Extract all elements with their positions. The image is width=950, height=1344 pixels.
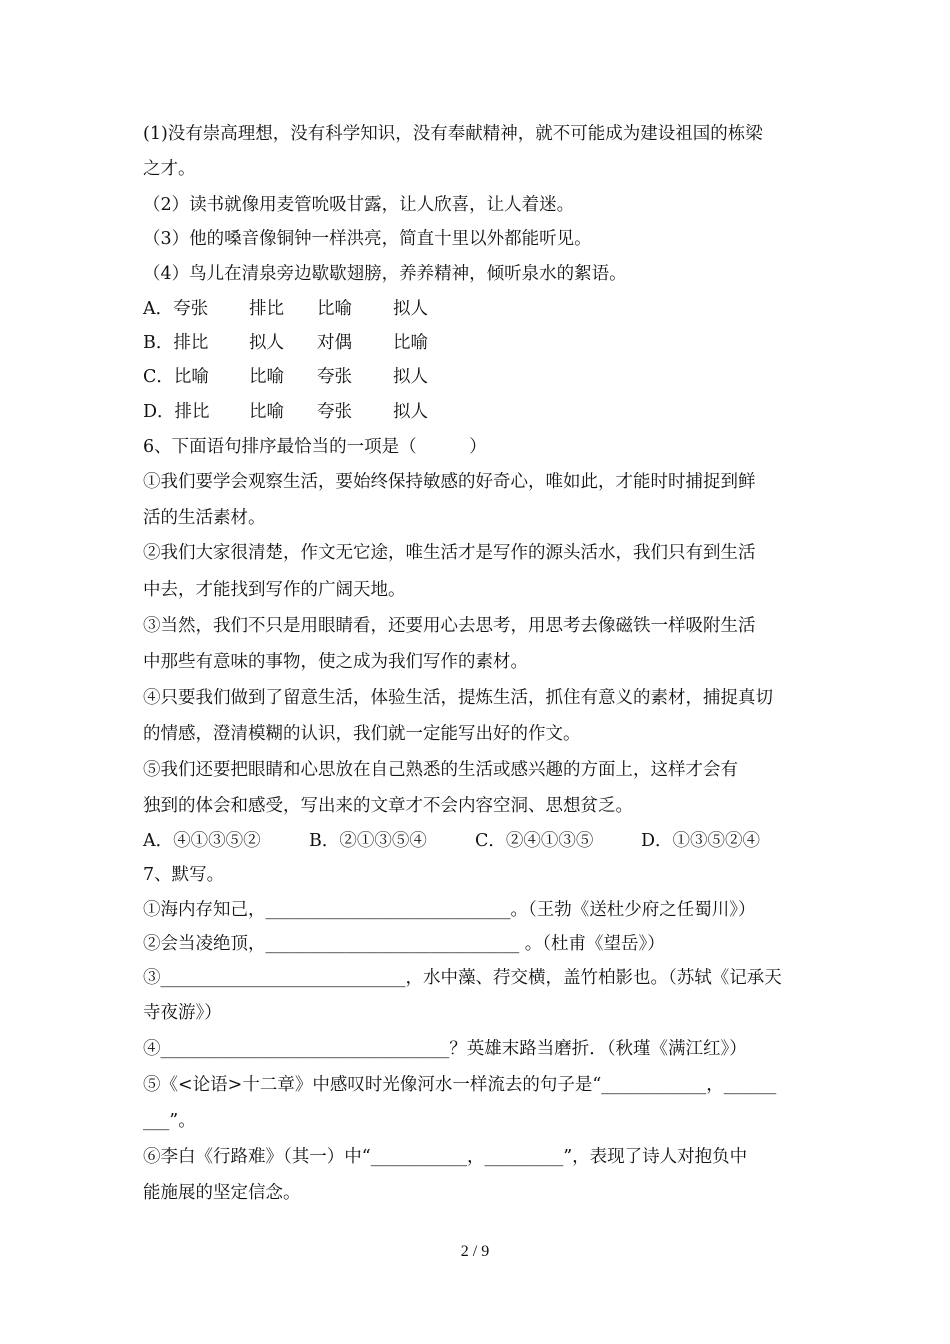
- q7-line: ①海内存知己，____________________________。（王勃《送杜少府之任蜀川》）: [143, 900, 756, 920]
- q7-line: ②会当凌绝顶，_____________________________ 。（杜甫《望岳》）: [143, 934, 665, 954]
- q7-line: ③____________________________，水中藻、荇交横，盖竹柏影也。（苏轼《记承天: [143, 968, 782, 988]
- q5-sentence-3: （3）他的嗓音像铜钟一样洪亮，简直十里以外都能听见。: [143, 229, 592, 249]
- q7-line: 能施展的坚定信念。: [143, 1183, 301, 1203]
- q5-sentence-1-cont: 之才。: [143, 159, 196, 179]
- q6-line: 的情感，澄清模糊的认识，我们就一定能写出好的作文。: [143, 724, 581, 744]
- q6-line: ①我们要学会观察生活，要始终保持敏感的好奇心，唯如此，才能时时捕捉到鲜: [143, 472, 756, 492]
- q6-options: A．④①③⑤② B．②①③⑤④ C．②④①③⑤ D．①③⑤②④: [143, 831, 761, 851]
- q6-line: ⑤我们还要把眼睛和心思放在自己熟悉的生活或感兴趣的方面上，这样才会有: [143, 760, 738, 780]
- q7-line: ___”。: [143, 1111, 196, 1131]
- q7-line: ⑥李白《行路难》（其一）中“___________，_________”，表现了诗人对抱负中: [143, 1147, 748, 1167]
- q6-line: ④只要我们做到了留意生活，体验生活，提炼生活，抓住有意义的素材，捕捉真切: [143, 688, 773, 708]
- q6-title: 6、下面语句排序最恰当的一项是（ ）: [143, 437, 487, 457]
- q6-line: ②我们大家很清楚，作文无它途，唯生活才是写作的源头活水，我们只有到生活: [143, 543, 756, 563]
- q7-line: 寺夜游》）: [143, 1003, 222, 1023]
- q5-option-c: C．比喻 比喻 夸张 拟人: [143, 367, 428, 387]
- q6-line: 独到的体会和感受，写出来的文章才不会内容空洞、思想贫乏。: [143, 796, 633, 816]
- q5-option-a: A．夸张 排比 比喻 拟人: [143, 299, 428, 319]
- q6-line: 中去，才能找到写作的广阔天地。: [143, 580, 406, 600]
- page-number: 2 / 9: [460, 1243, 490, 1260]
- q6-line: ③当然，我们不只是用眼睛看，还要用心去思考，用思考去像磁铁一样吸附生活: [143, 616, 756, 636]
- q5-sentence-2: （2）读书就像用麦管吮吸甘露，让人欣喜，让人着迷。: [143, 195, 575, 215]
- q7-line: ⑤《<论语>十二章》中感叹时光像河水一样流去的句子是“____________，______: [143, 1075, 777, 1095]
- q6-line: 活的生活素材。: [143, 508, 266, 528]
- q5-option-d: D．排比 比喻 夸张 拟人: [143, 402, 428, 422]
- q7-title: 7、默写。: [143, 865, 225, 885]
- q5-option-b: B．排比 拟人 对偶 比喻: [143, 333, 428, 353]
- q5-sentence-4: （4）鸟儿在清泉旁边歇歇翅膀，养养精神，倾听泉水的絮语。: [143, 264, 627, 284]
- q7-line: ④_________________________________？英雄末路当磨折．（秋瑾《满江红》）: [143, 1039, 747, 1059]
- q5-sentence-1: (1)没有崇高理想，没有科学知识，没有奉献精神，就不可能成为建设祖国的栋梁: [143, 124, 763, 144]
- q6-line: 中那些有意味的事物，使之成为我们写作的素材。: [143, 652, 528, 672]
